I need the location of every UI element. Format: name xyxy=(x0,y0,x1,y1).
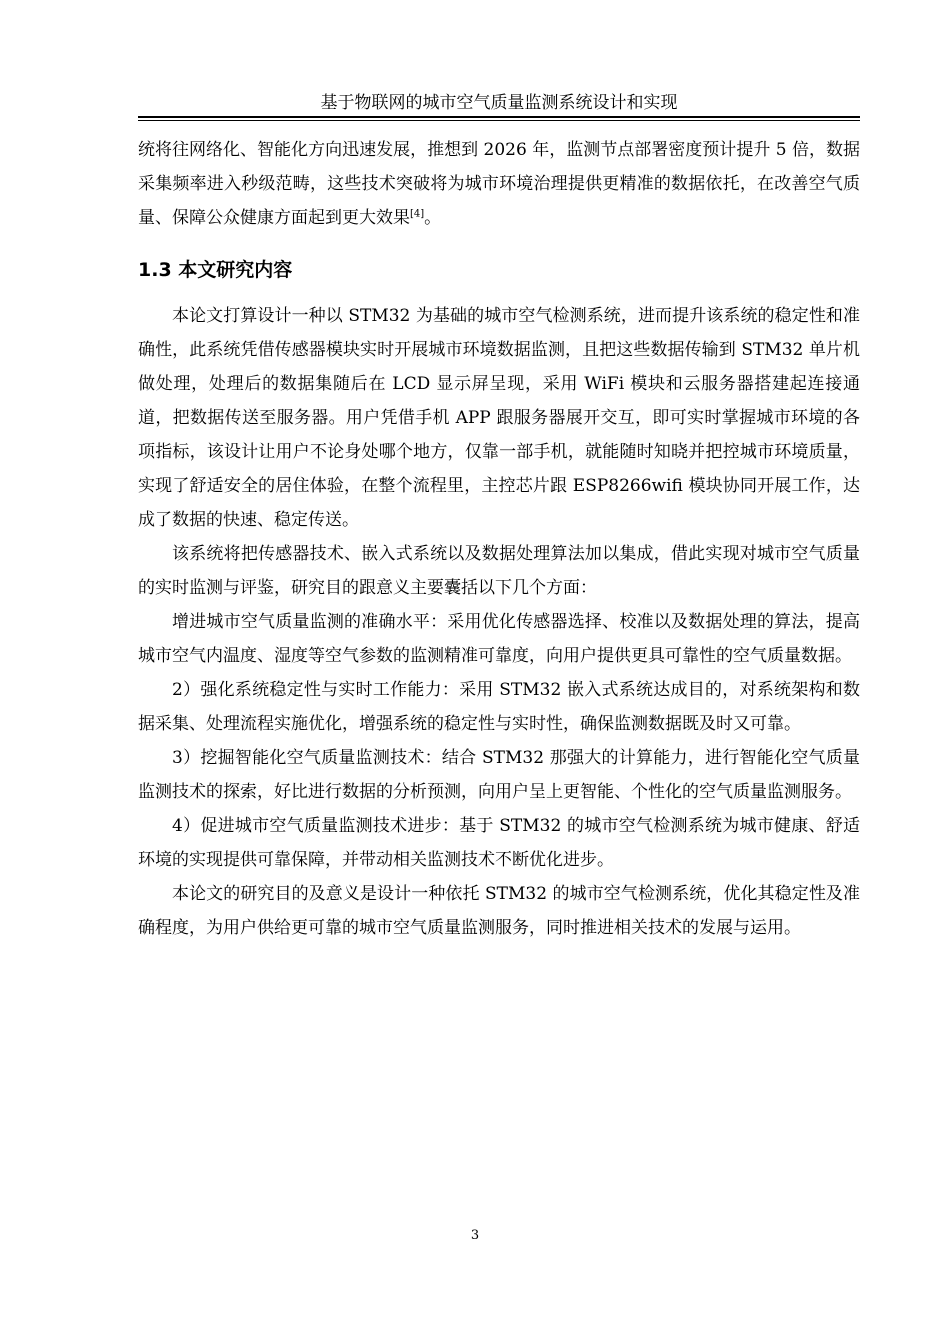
intro-text: 统将往网络化、智能化方向迅速发展，推想到 2026 年，监测节点部署密度预计提升 5 倍，数据采集频率进入秒级范畴，这些技术突破将为城市环境治理提供更精准的数据依托，在改善空气质量、保障公众健康方面起到更大效果 xyxy=(138,140,860,228)
paragraph-goal-3: 3）挖掘智能化空气质量监测技术：结合 STM32 那强大的计算能力，进行智能化空气质量监测技术的探索，好比进行数据的分析预测，向用户呈上更智能、个性化的空气质量监测服务。 xyxy=(138,748,860,802)
intro-paragraph xyxy=(138,133,860,235)
paragraph-research-goals: 该系统将把传感器技术、嵌入式系统以及数据处理算法加以集成，借此实现对城市空气质量的实时监测与评鉴，研究目的跟意义主要囊括以下几个方面： xyxy=(138,544,860,598)
running-header: 基于物联网的城市空气质量监测系统设计和实现 xyxy=(320,93,678,113)
intro-end: 。 xyxy=(424,208,442,228)
header-rule-thin xyxy=(138,120,860,121)
paragraph-goal-2: 2）强化系统稳定性与实时工作能力：采用 STM32 嵌入式系统达成目的，对系统架构和数据采集、处理流程实施优化，增强系统的稳定性与实时性，确保监测数据既及时又可靠。 xyxy=(138,680,860,734)
page-number: 3 xyxy=(470,1228,480,1243)
section-heading: 1.3 本文研究内容 xyxy=(138,259,293,281)
paragraph-conclusion: 本论文的研究目的及意义是设计一种依托 STM32 的城市空气检测系统，优化其稳定性及准确程度，为用户供给更可靠的城市空气质量监测服务，同时推进相关技术的发展与运用。 xyxy=(138,884,860,938)
paragraph-goal-4: 4）促进城市空气质量监测技术进步：基于 STM32 的城市空气检测系统为城市健康、舒适环境的实现提供可靠保障，并带动相关监测技术不断优化进步。 xyxy=(138,816,860,870)
header-rule-thick xyxy=(138,116,860,118)
paragraph-goal-1: 增进城市空气质量监测的准确水平：采用优化传感器选择、校准以及数据处理的算法，提高城市空气内温度、湿度等空气参数的监测精准可靠度，向用户提供更具可靠性的空气质量数据。 xyxy=(138,612,860,666)
citation-ref: [4] xyxy=(410,208,425,220)
paragraph-system-overview: 本论文打算设计一种以 STM32 为基础的城市空气检测系统，进而提升该系统的稳定性和准确性，此系统凭借传感器模块实时开展城市环境数据监测，且把这些数据传输到 STM32 单片机做处理，处理后的数据集随后在 LCD 显示屏呈现，采用 WiFi 模块和云服务器搭建起连接通道，把数据传送至服务器。用户凭借手机 APP 跟服务器展开交互，即可实时掌握城市环境的各项指标，该设计让用户不论身处哪个地方，仅靠一部手机，就能随时知晓并把控城市环境质量，实现了舒适安全的居住体验，在整个流程里，主控芯片跟 ESP8266wifi 模块协同开展工作，达成了数据的快速、稳定传送。 xyxy=(138,306,860,530)
page-body xyxy=(138,133,860,945)
